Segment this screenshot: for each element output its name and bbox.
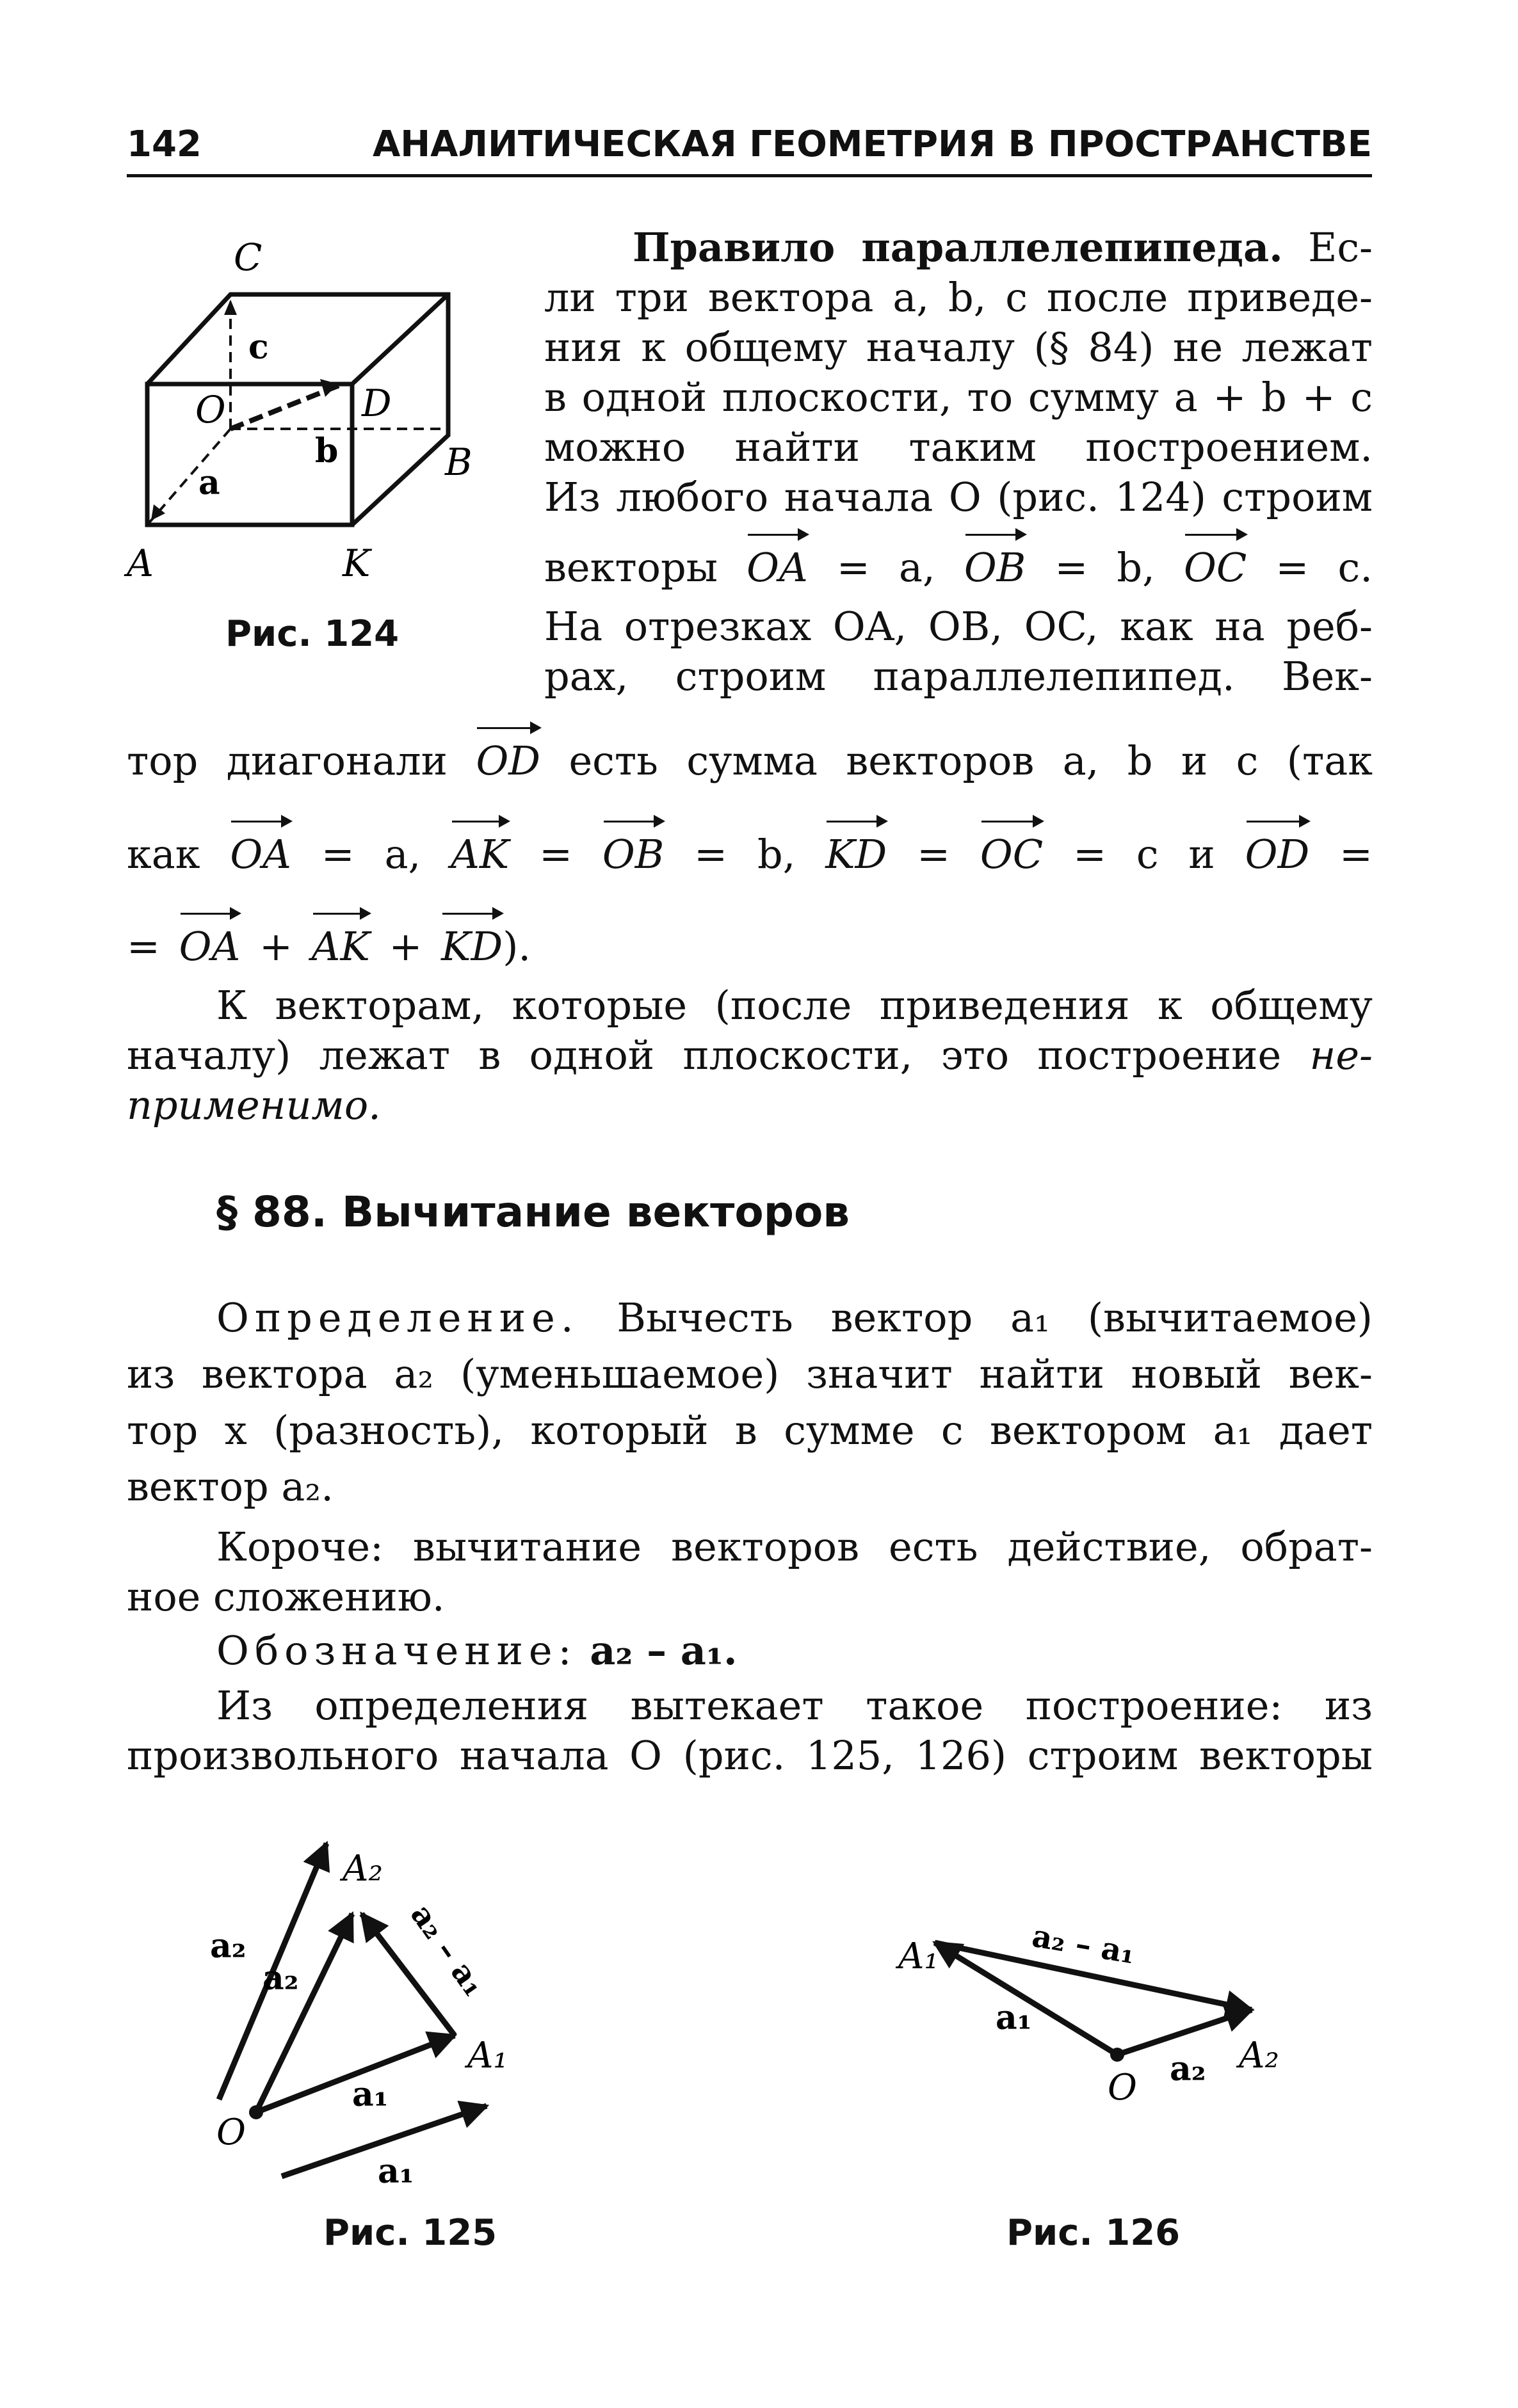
fig125-label-diff: a₂ – a₁ — [403, 1897, 492, 2003]
vector-OD: OD — [476, 736, 540, 786]
vector-OC: OC — [1184, 543, 1247, 593]
definition-line-4: вектор a₂. — [127, 1463, 334, 1510]
header-title: АНАЛИТИЧЕСКАЯ ГЕОМЕТРИЯ В ПРОСТРАНСТВЕ — [372, 124, 1372, 165]
definition-line-1: Определение. Вычесть вектор a₁ (вычитаемое) — [216, 1294, 1373, 1341]
fig126-label-a1: a₁ — [996, 1998, 1032, 2037]
definition-line-3: тор x (разность), который в сумме с вектором a₁ дает — [127, 1407, 1373, 1454]
construction-line-2: произвольного начала O (рис. 125, 126) строим векторы — [127, 1732, 1373, 1779]
shorter-line-1: Короче: вычитание векторов есть действие, обрат- — [216, 1523, 1373, 1570]
vector-OB: OB — [964, 543, 1026, 593]
fig125-label-O: O — [216, 2112, 246, 2153]
rule-line-6: Из любого начала O (рис. 124) строим — [544, 474, 1373, 520]
rule-line-1: Правило параллелепипеда. Ес- — [633, 224, 1373, 271]
page-number: 142 — [127, 124, 202, 165]
fig125-label-a1-inner: a₁ — [352, 2075, 389, 2114]
rule-line-12: = OA + AK + KD). — [127, 922, 531, 972]
fig124-label-b: b — [315, 431, 339, 470]
fig125-label-a2-outer: a₂ — [210, 1927, 246, 1966]
fig126-label-A2: A₂ — [1239, 2035, 1279, 2076]
fig125-label-a1-outer: a₁ — [378, 2152, 414, 2191]
rule-line-10: тор диагонали OD есть сумма векторов a, b и c (так — [127, 736, 1373, 786]
rule-line-3: ния к общему началу (§ 84) не лежат — [544, 324, 1373, 371]
fig124-label-O: O — [195, 388, 226, 431]
section-title: § 88. Вычитание векторов — [216, 1187, 850, 1237]
fig124-label-a: a — [198, 463, 220, 502]
fig124-label-B: B — [445, 440, 472, 484]
fig126-label-diff: a₂ – a₁ — [1029, 1918, 1138, 1971]
figure-124-parallelepiped — [122, 230, 519, 602]
rule-line-11: как OA = a, AK = OB = b, KD = OC = c и OD = — [127, 830, 1373, 879]
fig124-label-K: K — [343, 542, 371, 585]
shorter-line-2: ное сложению. — [127, 1573, 445, 1620]
rule-title: Правило параллелепипеда. — [633, 224, 1283, 271]
figure-126-vector-triangle — [887, 1895, 1296, 2112]
definition-lead: Определение. — [216, 1294, 579, 1341]
figure-125-caption: Рис. 125 — [323, 2212, 497, 2254]
definition-line-2: из вектора a₂ (уменьшаемое) значит найти новый век- — [127, 1351, 1373, 1397]
figure-124-caption: Рис. 124 — [225, 613, 400, 655]
rule-line-8: На отрезках OA, OB, OC, как на реб- — [544, 603, 1373, 650]
fig125-label-a2-inner: a₂ — [262, 1959, 299, 1998]
fig125-label-A2: A₂ — [343, 1848, 383, 1890]
rule-line-2: ли три вектора a, b, c после приведе- — [544, 274, 1373, 321]
para2-line-2: началу) лежат в одной плоскости, это построение не- — [127, 1032, 1373, 1079]
para2-line-3: применимо. — [127, 1082, 381, 1128]
fig126-label-A1: A₁ — [898, 1936, 939, 1977]
fig124-label-D: D — [362, 381, 392, 425]
notation-line: Обозначение: a₂ – a₁. — [216, 1627, 738, 1674]
fig125-label-A1: A₁ — [467, 2035, 508, 2076]
fig126-label-a2: a₂ — [1170, 2050, 1206, 2089]
vector-OA: OA — [747, 543, 808, 593]
construction-line-1: Из определения вытекает такое построение: из — [216, 1682, 1373, 1729]
rule-line-5: можно найти таким построением. — [544, 424, 1373, 470]
fig126-label-O: O — [1108, 2067, 1137, 2108]
figure-125-vector-triangle — [205, 1831, 666, 2202]
fig124-label-C: C — [234, 236, 262, 279]
rule-line-9: рах, строим параллелепипед. Век- — [544, 653, 1373, 700]
fig124-label-c: c — [248, 328, 269, 367]
figure-126-caption: Рис. 126 — [1006, 2212, 1181, 2254]
running-header — [127, 114, 1372, 177]
fig124-label-A: A — [127, 542, 154, 585]
rule-line-4: в одной плоскости, то сумму a + b + c — [544, 374, 1373, 421]
rule-line-7: векторы OA = a, OB = b, OC = c. — [544, 543, 1373, 593]
para2-line-1: К векторам, которые (после приведения к общему — [216, 982, 1373, 1029]
